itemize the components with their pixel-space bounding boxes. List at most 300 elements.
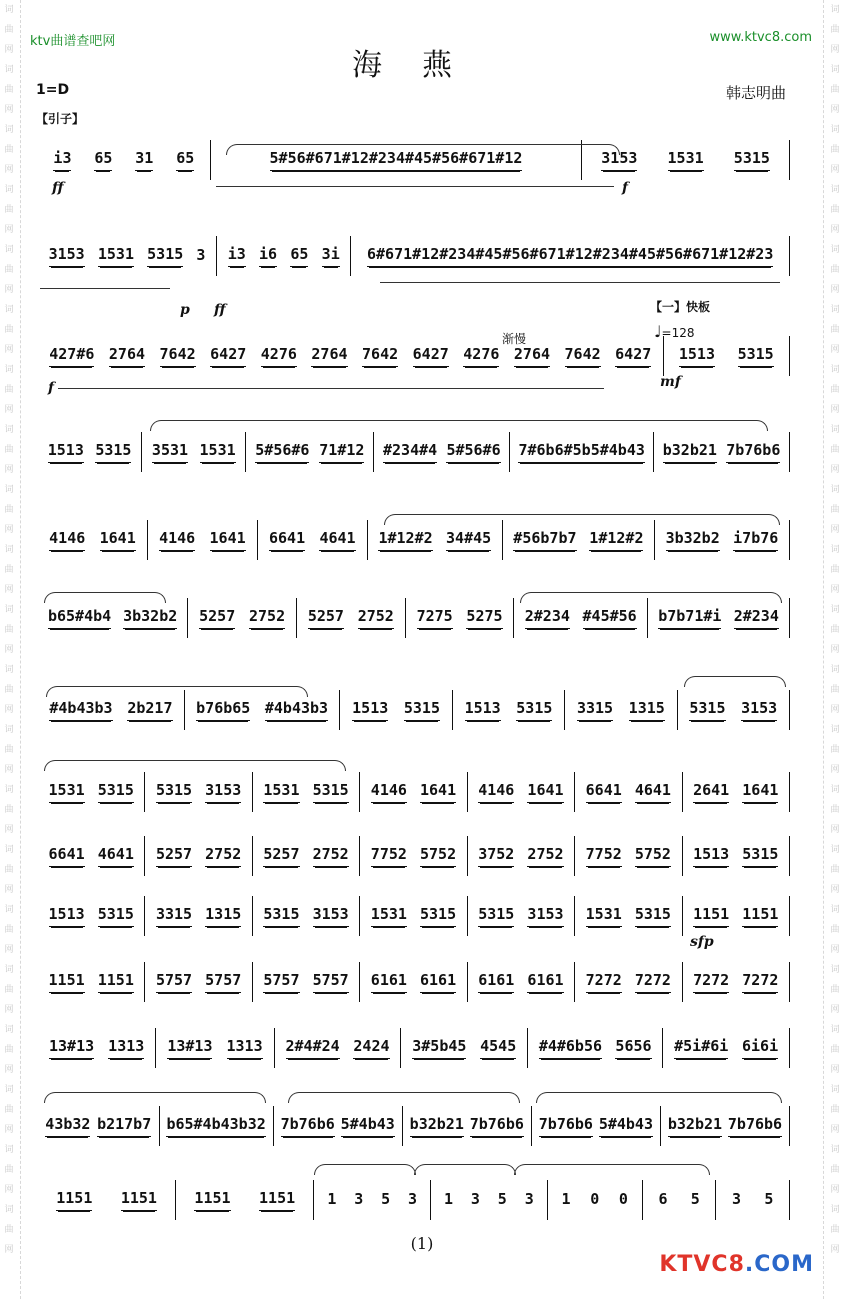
note-group: 2764 xyxy=(514,345,550,367)
slur xyxy=(46,686,308,697)
note-group: 6161 xyxy=(478,971,514,993)
note-group: 7b76b6 xyxy=(726,441,780,463)
note-group: 1641 xyxy=(742,781,778,803)
note-group: 5315 xyxy=(95,441,131,463)
note-group: 6641 xyxy=(49,845,85,867)
measure xyxy=(575,772,682,812)
measure xyxy=(38,336,664,376)
tempo-value: =128 xyxy=(661,326,695,340)
note-group: 2#234 xyxy=(525,607,570,629)
note-group: b7b71#i xyxy=(658,607,721,629)
note-group: 3153 xyxy=(205,781,241,803)
measure xyxy=(453,690,565,730)
note-group: 2752 xyxy=(205,845,241,867)
note-group: 2764 xyxy=(311,345,347,367)
measure xyxy=(503,520,655,560)
measure xyxy=(38,962,145,1002)
note-group: 5315 xyxy=(742,845,778,867)
note-group: 3153 xyxy=(49,245,85,267)
measure xyxy=(145,896,252,936)
measure xyxy=(683,896,790,936)
note-group: 6#671#12#234#45#56#671#12#234#45#56#671#12#23 xyxy=(367,245,773,267)
logo-text-1: KTVC8 xyxy=(659,1252,745,1277)
right-border-line xyxy=(823,0,824,1299)
note-group: b76b65 xyxy=(196,699,250,721)
note-group: 4276 xyxy=(261,345,297,367)
note-group: 5275 xyxy=(466,607,502,629)
note-group: 5315 xyxy=(635,905,671,927)
note-group: 3153 xyxy=(741,699,777,721)
bar-container xyxy=(38,432,790,472)
note-group: 4146 xyxy=(371,781,407,803)
section-label: 【一】快板 xyxy=(650,300,711,314)
page-number: (1) xyxy=(410,1234,434,1253)
note-group: b65#4b4 xyxy=(48,607,111,629)
measure xyxy=(678,690,790,730)
note-group: 5752 xyxy=(635,845,671,867)
dynamic-sfp: sfp xyxy=(690,934,714,950)
note-group: 4146 xyxy=(49,529,85,551)
bar-container xyxy=(38,1028,790,1068)
measure xyxy=(148,520,258,560)
note-group: 1513 xyxy=(693,845,729,867)
measure xyxy=(38,520,148,560)
measure xyxy=(575,896,682,936)
note-group: 3315 xyxy=(156,905,192,927)
measure xyxy=(314,1180,431,1220)
note-group: 65 xyxy=(94,149,112,171)
note-group: 5752 xyxy=(420,845,456,867)
side-watermark-right: 词曲网词曲网词曲网词曲网词曲网词曲网词曲网词曲网词曲网词曲网词曲网词曲网词曲网词曲网词曲网词曲网词曲网词曲网词曲网词曲网词曲网 xyxy=(830,5,840,1255)
note-group: 3 xyxy=(470,1189,480,1208)
measure xyxy=(253,896,360,936)
note-group: 3 xyxy=(732,1189,742,1208)
measure xyxy=(683,772,790,812)
site-logo[interactable] xyxy=(659,1252,814,1277)
measure xyxy=(575,836,682,876)
note-group: 5315 xyxy=(263,905,299,927)
note-group: 3153 xyxy=(527,905,563,927)
note-group: 3 xyxy=(196,245,206,264)
note-group: 1531 xyxy=(371,905,407,927)
bar-container xyxy=(38,336,790,376)
note-group: 6641 xyxy=(586,781,622,803)
composer: 韩志明曲 xyxy=(725,84,786,102)
measure xyxy=(663,1028,790,1068)
note-group: 3b32b2 xyxy=(666,529,720,551)
measure xyxy=(253,962,360,1002)
measure xyxy=(351,236,790,276)
note-group: 1313 xyxy=(227,1037,263,1059)
measure xyxy=(468,896,575,936)
note-group: 1531 xyxy=(668,149,704,171)
measure xyxy=(38,1180,176,1220)
measure xyxy=(374,432,510,472)
note-group: b65#4b43b32 xyxy=(166,1115,265,1137)
note-group: 2424 xyxy=(353,1037,389,1059)
intro-label: 【引子】 xyxy=(36,112,85,126)
bar-container xyxy=(38,962,790,1002)
note-group: 5315 xyxy=(98,905,134,927)
note-group: 4146 xyxy=(159,529,195,551)
note-group: 5757 xyxy=(263,971,299,993)
score-line xyxy=(38,336,790,376)
note-group: 6i6i xyxy=(742,1037,778,1059)
note-group: b32b21 xyxy=(410,1115,464,1137)
measure xyxy=(403,1106,532,1146)
slur xyxy=(514,1164,710,1175)
bar-container xyxy=(38,1180,790,1220)
note-group: 5 xyxy=(497,1189,507,1208)
note-group: 1531 xyxy=(49,781,85,803)
note-group: 3153 xyxy=(313,905,349,927)
note-group: 2#4#24 xyxy=(286,1037,340,1059)
note-group: 5 xyxy=(690,1189,700,1208)
note-group: 5757 xyxy=(205,971,241,993)
measure xyxy=(38,598,188,638)
note-group: 5257 xyxy=(308,607,344,629)
note-group: 1151 xyxy=(693,905,729,927)
note-group: 1531 xyxy=(98,245,134,267)
note-group: 3b32b2 xyxy=(123,607,177,629)
score-line xyxy=(38,520,790,560)
measure xyxy=(575,962,682,1002)
note-group: 5257 xyxy=(199,607,235,629)
note-group: 3752 xyxy=(478,845,514,867)
site-url-right[interactable]: www.ktvc8.com xyxy=(709,30,812,45)
bar-container xyxy=(38,836,790,876)
dynamic-mf: mf xyxy=(660,374,681,390)
note-group: 2752 xyxy=(527,845,563,867)
note-group: 3 xyxy=(354,1189,364,1208)
measure xyxy=(38,896,145,936)
note-group: 1151 xyxy=(259,1189,295,1211)
note-group: 7642 xyxy=(160,345,196,367)
measure xyxy=(176,1180,314,1220)
note-group: 1151 xyxy=(742,905,778,927)
note-group: 3#5b45 xyxy=(412,1037,466,1059)
measure xyxy=(648,598,790,638)
measure xyxy=(532,1106,661,1146)
note-group: i3 xyxy=(228,245,246,267)
measure xyxy=(274,1106,403,1146)
note-group: 3153 xyxy=(601,149,637,171)
note-group: b217b7 xyxy=(97,1115,151,1137)
note-group: 2#234 xyxy=(734,607,779,629)
measure xyxy=(360,772,467,812)
slur xyxy=(520,592,782,603)
logo-text-2: .COM xyxy=(744,1252,814,1277)
note-group: 43b32 xyxy=(45,1115,90,1137)
note-group: 3i xyxy=(322,245,340,267)
note-group: 1151 xyxy=(121,1189,157,1211)
note-group: 0 xyxy=(618,1189,628,1208)
note-group: 1641 xyxy=(210,529,246,551)
note-group: 1 xyxy=(327,1189,337,1208)
measure xyxy=(368,520,503,560)
note-group: 1641 xyxy=(100,529,136,551)
site-name-left[interactable]: ktv曲谱查吧网 xyxy=(30,34,116,49)
score-line xyxy=(38,432,790,472)
note-group: 2b217 xyxy=(127,699,172,721)
dynamic-f: f xyxy=(622,180,629,196)
measure xyxy=(246,432,374,472)
side-watermark-left: 词曲网词曲网词曲网词曲网词曲网词曲网词曲网词曲网词曲网词曲网词曲网词曲网词曲网词曲网词曲网词曲网词曲网词曲网词曲网词曲网词曲网 xyxy=(4,5,14,1255)
slur xyxy=(384,514,780,525)
note-group: 7752 xyxy=(586,845,622,867)
note-group: 7272 xyxy=(693,971,729,993)
note-group: 6161 xyxy=(371,971,407,993)
note-group: 13#13 xyxy=(167,1037,212,1059)
crescendo-hairpin xyxy=(216,186,614,187)
note-group: 5257 xyxy=(156,845,192,867)
note-group: 31 xyxy=(135,149,153,171)
note-group: 7642 xyxy=(565,345,601,367)
measure xyxy=(360,836,467,876)
note-group: 3531 xyxy=(152,441,188,463)
slur xyxy=(44,592,166,603)
note-group: 71#12 xyxy=(319,441,364,463)
quarter-note-icon: ♩ xyxy=(654,322,662,341)
note-group: 1513 xyxy=(49,905,85,927)
note-group: 34#45 xyxy=(446,529,491,551)
measure xyxy=(431,1180,548,1220)
note-group: 0 xyxy=(590,1189,600,1208)
measure xyxy=(38,236,217,276)
note-group: 5757 xyxy=(156,971,192,993)
note-group: 7642 xyxy=(362,345,398,367)
score-line xyxy=(38,962,790,1002)
note-group: 6641 xyxy=(269,529,305,551)
note-group: 2752 xyxy=(249,607,285,629)
note-group: #4b43b3 xyxy=(265,699,328,721)
measure xyxy=(360,962,467,1002)
note-group: 5656 xyxy=(615,1037,651,1059)
note-group: #5i#6i xyxy=(674,1037,728,1059)
measure xyxy=(38,1106,160,1146)
slur xyxy=(288,1092,520,1103)
note-group: i3 xyxy=(53,149,71,171)
note-group: 5 xyxy=(381,1189,391,1208)
bar-container xyxy=(38,896,790,936)
slur xyxy=(314,1164,416,1175)
note-group: 1513 xyxy=(465,699,501,721)
note-group: 1151 xyxy=(98,971,134,993)
note-group: 5315 xyxy=(147,245,183,267)
note-group: 65 xyxy=(176,149,194,171)
note-group: 65 xyxy=(290,245,308,267)
note-group: 7272 xyxy=(635,971,671,993)
note-group: 5#56#6 xyxy=(255,441,309,463)
bar-container xyxy=(38,772,790,812)
note-group: 6427 xyxy=(210,345,246,367)
measure xyxy=(38,140,211,180)
score-line xyxy=(38,772,790,812)
measure xyxy=(406,598,515,638)
measure xyxy=(160,1106,274,1146)
note-group: 1#12#2 xyxy=(378,529,432,551)
note-group: 7#6b6#5b5#4b43 xyxy=(518,441,644,463)
note-group: 1641 xyxy=(420,781,456,803)
slur xyxy=(414,1164,516,1175)
key-signature: 1=D xyxy=(36,82,70,98)
score-line xyxy=(38,896,790,936)
measure xyxy=(142,432,246,472)
note-group: 5315 xyxy=(404,699,440,721)
measure xyxy=(716,1180,790,1220)
note-group: #4#6b56 xyxy=(539,1037,602,1059)
note-group: 5315 xyxy=(734,149,770,171)
note-group: 6 xyxy=(658,1189,668,1208)
note-group: 13#13 xyxy=(49,1037,94,1059)
measure xyxy=(661,1106,790,1146)
note-group: 7b76b6 xyxy=(728,1115,782,1137)
note-group: 7b76b6 xyxy=(470,1115,524,1137)
slur xyxy=(44,1092,266,1103)
note-group: 5315 xyxy=(738,345,774,367)
measure xyxy=(145,836,252,876)
measure xyxy=(360,896,467,936)
score-line xyxy=(38,1028,790,1068)
decrescendo-hairpin-2 xyxy=(58,388,604,389)
measure xyxy=(510,432,654,472)
measure xyxy=(654,432,790,472)
note-group: 2752 xyxy=(313,845,349,867)
note-group: 1315 xyxy=(629,699,665,721)
note-group: 1641 xyxy=(527,781,563,803)
ritardando-marking: 渐慢 xyxy=(502,332,527,346)
measure xyxy=(683,962,790,1002)
note-group: #4b43b3 xyxy=(49,699,112,721)
score-line xyxy=(38,236,790,276)
note-group: 4641 xyxy=(98,845,134,867)
dynamic-f-2: f xyxy=(48,380,55,396)
bar-container xyxy=(38,520,790,560)
note-group: 5315 xyxy=(156,781,192,803)
note-group: 7275 xyxy=(417,607,453,629)
measure xyxy=(258,520,368,560)
slur xyxy=(684,676,786,687)
note-group: 3315 xyxy=(577,699,613,721)
dynamic-ff: ff xyxy=(52,180,64,196)
dynamic-p: p xyxy=(180,302,190,318)
measure xyxy=(38,772,145,812)
measure xyxy=(38,1028,156,1068)
measure xyxy=(514,598,648,638)
note-group: 5315 xyxy=(478,905,514,927)
note-group: 5#4b43 xyxy=(599,1115,653,1137)
decrescendo-hairpin xyxy=(40,288,170,289)
score-line xyxy=(38,1180,790,1220)
measure xyxy=(297,598,406,638)
note-group: 1151 xyxy=(194,1189,230,1211)
measure xyxy=(548,1180,643,1220)
slur xyxy=(150,420,768,431)
score-line xyxy=(38,1106,790,1146)
note-group: 1151 xyxy=(49,971,85,993)
note-group: 427#6 xyxy=(49,345,94,367)
measure xyxy=(643,1180,717,1220)
left-border-line xyxy=(20,0,21,1299)
slur xyxy=(536,1092,782,1103)
note-group: 1531 xyxy=(586,905,622,927)
note-group: 7b76b6 xyxy=(539,1115,593,1137)
measure xyxy=(38,432,142,472)
note-group: #234#4 xyxy=(383,441,437,463)
note-group: b32b21 xyxy=(663,441,717,463)
measure xyxy=(145,962,252,1002)
measure xyxy=(655,520,790,560)
note-group: 1513 xyxy=(352,699,388,721)
note-group: #45#56 xyxy=(583,607,637,629)
note-group: 1 xyxy=(443,1189,453,1208)
note-group: 1 xyxy=(561,1189,571,1208)
measure xyxy=(468,962,575,1002)
note-group: 1531 xyxy=(200,441,236,463)
measure xyxy=(145,772,252,812)
measure xyxy=(38,836,145,876)
slur xyxy=(226,144,620,155)
note-group: 5315 xyxy=(98,781,134,803)
note-group: 1#12#2 xyxy=(589,529,643,551)
bar-container xyxy=(38,1106,790,1146)
measure xyxy=(275,1028,402,1068)
note-group: 5315 xyxy=(313,781,349,803)
measure xyxy=(683,836,790,876)
note-group: 5#56#6 xyxy=(446,441,500,463)
note-group: b32b21 xyxy=(668,1115,722,1137)
bar-container xyxy=(38,598,790,638)
score-line xyxy=(38,598,790,638)
score-line xyxy=(38,836,790,876)
note-group: 7b76b6 xyxy=(281,1115,335,1137)
note-group: 7272 xyxy=(586,971,622,993)
note-group: 4545 xyxy=(480,1037,516,1059)
dynamic-ff-2: ff xyxy=(214,302,226,318)
crescendo-hairpin-2 xyxy=(380,282,780,283)
measure xyxy=(664,336,790,376)
note-group: 7272 xyxy=(742,971,778,993)
slur xyxy=(44,760,346,771)
measure xyxy=(217,236,351,276)
measure xyxy=(401,1028,528,1068)
note-group: 6427 xyxy=(615,345,651,367)
note-group: 6427 xyxy=(413,345,449,367)
note-group: 3 xyxy=(408,1189,418,1208)
measure xyxy=(528,1028,663,1068)
note-group: 7752 xyxy=(371,845,407,867)
note-group: 5315 xyxy=(516,699,552,721)
note-group: 5 xyxy=(764,1189,774,1208)
note-group: 4641 xyxy=(635,781,671,803)
note-group: 2641 xyxy=(693,781,729,803)
measure xyxy=(468,772,575,812)
measure xyxy=(340,690,452,730)
note-group: 1531 xyxy=(263,781,299,803)
bar-container xyxy=(38,236,790,276)
note-group: 1315 xyxy=(205,905,241,927)
note-group: 1151 xyxy=(56,1189,92,1211)
note-group: 5257 xyxy=(263,845,299,867)
note-group: 4641 xyxy=(319,529,355,551)
note-group: 6161 xyxy=(420,971,456,993)
measure xyxy=(253,836,360,876)
measure xyxy=(468,836,575,876)
note-group: 5757 xyxy=(313,971,349,993)
measure xyxy=(188,598,297,638)
note-group: 2764 xyxy=(109,345,145,367)
measure xyxy=(565,690,677,730)
